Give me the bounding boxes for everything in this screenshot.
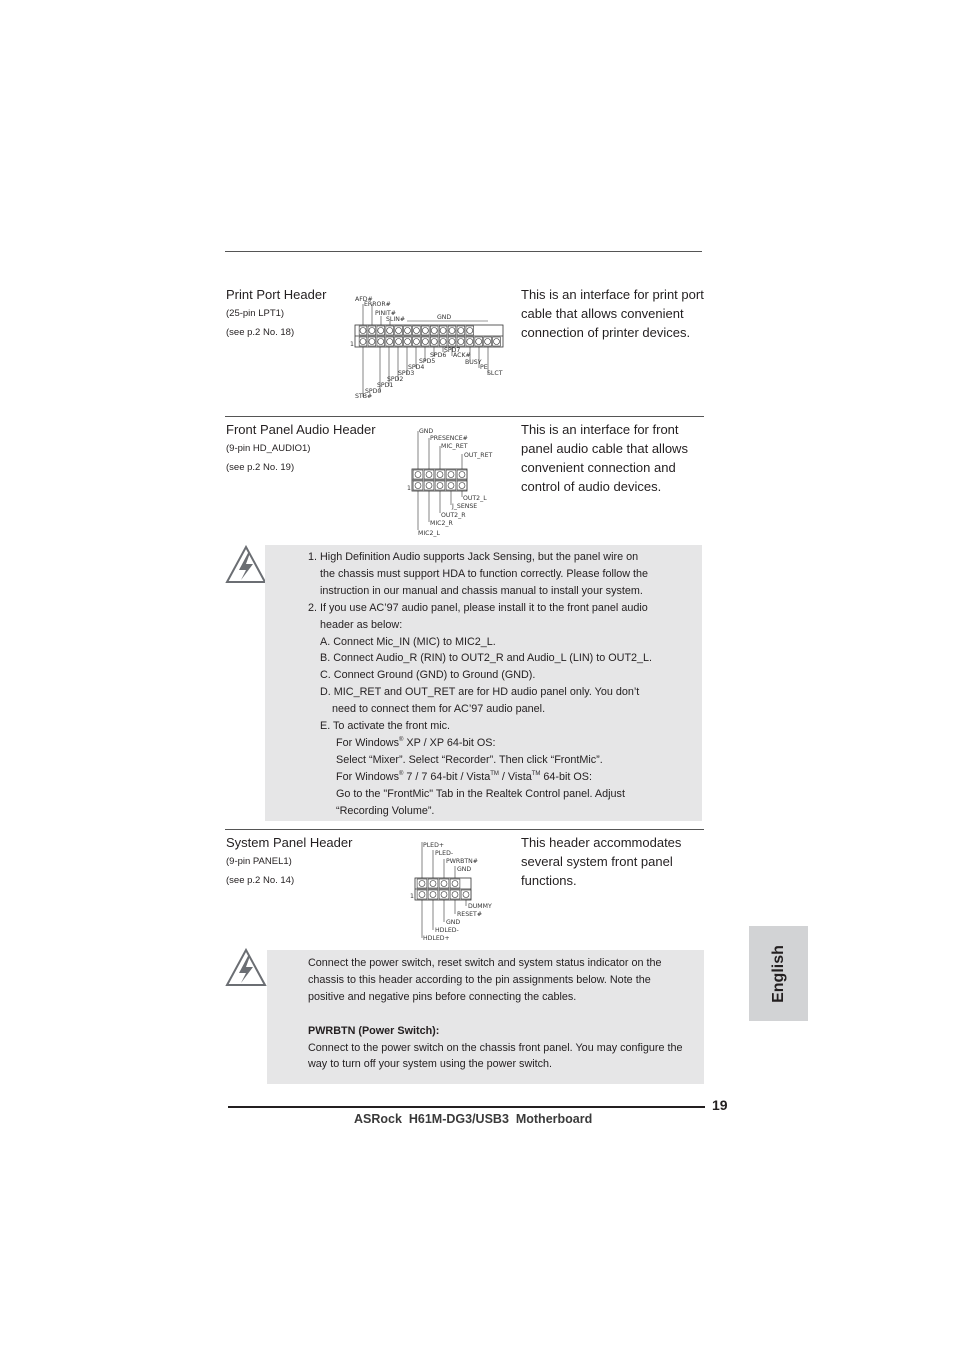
lpt-label-spd5: SPD5 [419, 358, 436, 365]
panel-pin1-marker: 1 [410, 893, 414, 900]
lpt-label-pe: PE [480, 364, 488, 371]
print-port-description: This is an interface for print port cable that allows convenient connection of printer devices. [521, 287, 704, 340]
audio-note-line-11: E. To activate the front mic. [320, 720, 451, 733]
panel-label-dummy: DUMMY [468, 903, 492, 910]
audio-label-gnd: GND [419, 428, 434, 435]
audio-note-xp-label: XP / XP 64-bit OS: [406, 736, 496, 749]
panel-label-pled-plus: PLED+ [423, 842, 445, 849]
page-number: 19 [712, 1097, 728, 1113]
audio-label-mic2-l: MIC2_L [418, 530, 440, 537]
audio-note-line-16: “Recording Volume”. [336, 804, 435, 817]
audio-label-mic-ret: MIC_RET [441, 443, 468, 450]
print-port-pin-name: (25-pin LPT1) [226, 308, 285, 319]
panel-label-gnd-1: GND [457, 866, 472, 873]
lpt-label-spd6: SPD6 [430, 352, 447, 359]
lpt-label-afd: AFD# [355, 296, 373, 303]
audio-note-line-13: Select “Mixer”. Select “Recorder”. Then click “FrontMic”. [336, 753, 603, 766]
trademark-mark-2: TM [531, 770, 541, 777]
panel-label-reset: RESET# [457, 911, 483, 918]
lpt-label-slct: SLCT [487, 370, 503, 377]
audio-note-line-6: A. Connect Mic_IN (MIC) to MIC2_L. [320, 635, 496, 648]
audio-note-line-7: B. Connect Audio_R (RIN) to OUT2_R and Audio_L (LIN) to OUT2_L. [320, 652, 653, 665]
language-tab-label: English [769, 944, 787, 1003]
audio-label-mic2-r: MIC2_R [430, 520, 453, 527]
audio-label-out2-r: OUT2_R [441, 512, 466, 519]
registered-mark-2: ® [399, 770, 404, 777]
top-divider [225, 251, 702, 252]
audio-label-out-ret: OUT_RET [464, 452, 493, 459]
audio-diagram [405, 426, 505, 538]
footer-rule [228, 1106, 705, 1108]
print-port-title: Print Port Header [226, 287, 327, 302]
lpt-label-pinit: PINIT# [375, 310, 396, 317]
lpt-label-ack: ACK# [453, 352, 471, 359]
lpt-label-spd3: SPD3 [398, 370, 415, 377]
audio-label-j-sense: J_SENSE [452, 503, 478, 510]
panel-label-pwrbtn: PWRBTN# [446, 858, 478, 865]
audio-note-line-12 [308, 735, 698, 752]
audio-note-line-4: 2. If you use AC’97 audio panel, please install it to the front panel audio [308, 601, 648, 614]
panel-label-pled-minus: PLED- [435, 850, 454, 857]
print-port-diagram [350, 292, 510, 402]
lpt-label-spd0: SPD0 [365, 388, 382, 395]
audio-pin1-marker: 1 [407, 485, 411, 492]
audio-note-line-9: D. MIC_RET and OUT_RET are for HD audio panel only. You don’t [320, 686, 640, 699]
audio-note-line-14 [308, 769, 698, 786]
lpt-label-slin: SLIN# [386, 316, 406, 323]
audio-note-line-3: instruction in our manual and chassis manual to install your system. [320, 584, 643, 597]
panel-note-intro: Connect the power switch, reset switch and system status indicator on the chassis to this header according to the pin assignments below. Note the positive and negative pins before connecting the cables. [308, 957, 662, 1003]
print-port-ref: (see p.2 No. 18) [226, 327, 295, 338]
panel-label-hdled-plus: HDLED+ [423, 935, 450, 942]
panel-note-spacer [308, 1006, 690, 1023]
lpt-label-spd4: SPD4 [408, 364, 425, 371]
system-panel-description: This header accommodates several system front panel functions. [521, 835, 682, 888]
lpt-label-spd7: SPD7 [444, 347, 461, 354]
lpt-label-stb: STB# [355, 393, 373, 400]
footer-product: ASRock H61M-DG3/USB3 Motherboard [354, 1112, 593, 1126]
divider-2 [225, 829, 704, 830]
audio-note-win7-label: 7 / 7 64-bit / Vista [406, 770, 491, 783]
system-panel-ref: (see p.2 No. 14) [226, 875, 295, 886]
audio-note-line-1: 1. High Definition Audio supports Jack Sensing, but the panel wire on [308, 551, 639, 563]
panel-label-gnd-2: GND [446, 919, 461, 926]
warning-icon [225, 545, 267, 585]
system-panel-diagram [408, 838, 500, 942]
audio-note-line-5: header as below: [320, 618, 403, 631]
audio-note-line-8: C. Connect Ground (GND) to Ground (GND). [320, 669, 536, 682]
system-panel-pin-name: (9-pin PANEL1) [226, 856, 292, 867]
lpt-label-spd2: SPD2 [387, 376, 404, 383]
audio-note-windows-label: For Windows [336, 736, 399, 749]
audio-label-out2-l: OUT2_L [463, 495, 487, 502]
audio-note-line-2: the chassis must support HDA to function correctly. Please follow the [320, 567, 649, 580]
audio-note-64bit-label: 64-bit OS: [543, 770, 593, 783]
lpt-label-busy: BUSY [465, 359, 482, 366]
language-tab [749, 926, 808, 1021]
audio-note-windows-label-2: For Windows [336, 770, 399, 783]
print-port-pin1-marker: 1 [350, 341, 354, 348]
audio-note-vista-label: / Vista [501, 770, 532, 783]
audio-pin-name: (9-pin HD_AUDIO1) [226, 443, 311, 454]
audio-description: This is an interface for front panel audio cable that allows convenient connection and control of audio devices. [521, 422, 688, 494]
audio-note-line-10: need to connect them for AC’97 audio panel. [332, 703, 546, 716]
audio-ref: (see p.2 No. 19) [226, 462, 295, 473]
registered-mark: ® [399, 736, 404, 743]
trademark-mark: TM [490, 770, 499, 777]
system-panel-title: System Panel Header [226, 835, 353, 850]
audio-note-text [308, 549, 698, 820]
divider-1 [225, 416, 704, 417]
lpt-label-spd1: SPD1 [377, 382, 394, 389]
audio-note-line-15: Go to the "FrontMic" Tab in the Realtek Control panel. Adjust [336, 787, 625, 800]
panel-note-body: Connect to the power switch on the chassis front panel. You may configure the way to turn off your system using the power switch. [308, 1041, 683, 1071]
lpt-label-error: ERROR# [364, 301, 391, 308]
audio-label-presence: PRESENCE# [430, 435, 468, 442]
panel-note-heading: PWRBTN (Power Switch): [308, 1024, 440, 1037]
audio-title: Front Panel Audio Header [226, 422, 376, 437]
lpt-label-gnd: GND [437, 314, 452, 321]
panel-label-hdled-minus: HDLED- [435, 927, 459, 934]
panel-note-text [308, 955, 690, 1073]
warning-icon [225, 948, 267, 988]
